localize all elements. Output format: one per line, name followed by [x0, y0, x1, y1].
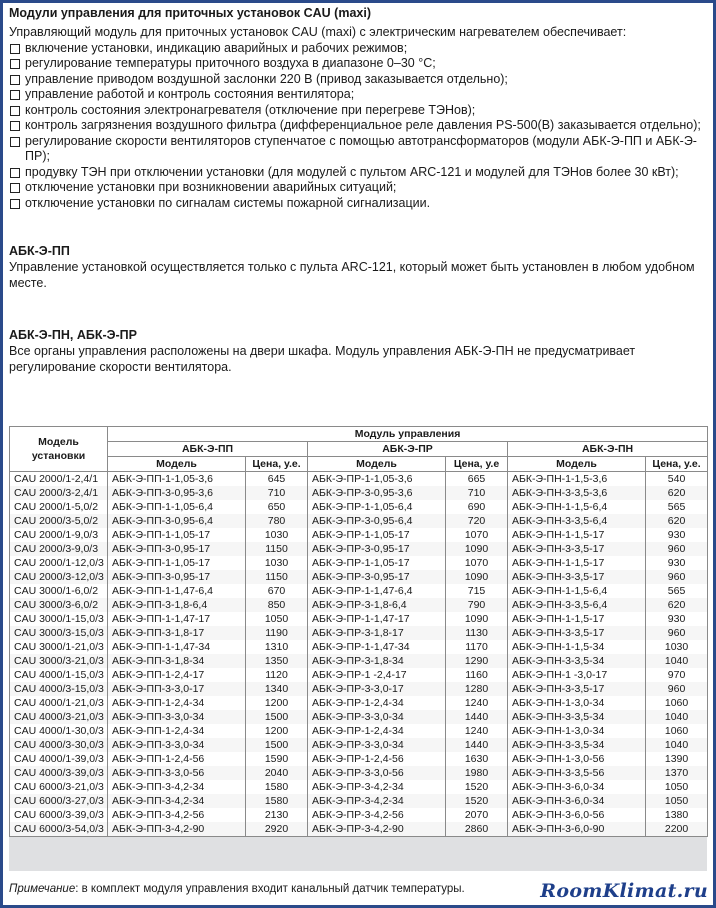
- cell-unit-model: CAU 3000/1-6,0/2: [10, 584, 108, 598]
- cell-pn-model: АБК-Э-ПН-3-6,0-34: [508, 794, 646, 808]
- cell-pp-price: 1190: [246, 626, 308, 640]
- cell-pn-model: АБК-Э-ПН-1-3,0-34: [508, 724, 646, 738]
- cell-unit-model: CAU 4000/1-30,0/3: [10, 724, 108, 738]
- cell-pn-model: АБК-Э-ПН-3-6,0-90: [508, 822, 646, 837]
- cell-pr-model: АБК-Э-ПР-1-1,05-17: [308, 556, 446, 570]
- cell-pn-price: 1370: [646, 766, 708, 780]
- cell-unit-model: CAU 2000/1-12,0/3: [10, 556, 108, 570]
- cell-pp-price: 1580: [246, 780, 308, 794]
- cell-pn-price: 1030: [646, 640, 708, 654]
- cell-pn-price: 1050: [646, 794, 708, 808]
- cell-pp-price: 2040: [246, 766, 308, 780]
- price-table: [9, 426, 708, 837]
- cell-pn-model: АБК-Э-ПН-3-3,5-17: [508, 626, 646, 640]
- cell-pp-price: 650: [246, 500, 308, 514]
- cell-pr-price: 665: [446, 472, 508, 487]
- cell-pn-price: 960: [646, 626, 708, 640]
- cell-pn-model: АБК-Э-ПН-3-3,5-34: [508, 654, 646, 668]
- table-row: [10, 780, 708, 794]
- table-row: [10, 738, 708, 752]
- table-row: [10, 570, 708, 584]
- cell-unit-model: CAU 4000/1-21,0/3: [10, 696, 108, 710]
- cell-pn-model: АБК-Э-ПН-3-3,5-17: [508, 682, 646, 696]
- cell-pn-price: 620: [646, 486, 708, 500]
- cell-pp-price: 1030: [246, 556, 308, 570]
- cell-pr-price: 1520: [446, 780, 508, 794]
- group-header-pr: АБК-Э-ПР: [308, 442, 508, 457]
- cell-pr-price: 1290: [446, 654, 508, 668]
- feature-text: управление работой и контроль состояния вентилятора;: [25, 87, 355, 101]
- feature-text: продувку ТЭН при отключении установки (для модулей с пультом ARC-121 и модулей для ТЭНов более 30 кВт);: [25, 164, 679, 179]
- cell-pn-model: АБК-Э-ПН-3-3,5-6,4: [508, 598, 646, 612]
- checkbox-icon: [10, 121, 20, 131]
- table-row: [10, 598, 708, 612]
- cell-pr-price: 720: [446, 514, 508, 528]
- intro-text: Управляющий модуль для приточных установок CAU (maxi) с электрическим нагревателем обеспечивает:: [9, 25, 627, 39]
- table-row: [10, 472, 708, 487]
- cell-pp-model: АБК-Э-ПП-1-2,4-34: [108, 696, 246, 710]
- site-logo: RoomKlimat.ru: [540, 880, 708, 902]
- cell-pn-model: АБК-Э-ПН-3-3,5-34: [508, 738, 646, 752]
- cell-pp-price: 710: [246, 486, 308, 500]
- feature-item: [9, 134, 707, 165]
- cell-pp-model: АБК-Э-ПП-3-4,2-34: [108, 794, 246, 808]
- table-row: [10, 500, 708, 514]
- feature-item: [9, 56, 707, 72]
- cell-pn-price: 2200: [646, 822, 708, 837]
- cell-pr-model: АБК-Э-ПР-3-1,8-6,4: [308, 598, 446, 612]
- cell-pn-price: 620: [646, 598, 708, 612]
- cell-pn-model: АБК-Э-ПН-3-3,5-6,4: [508, 514, 646, 528]
- cell-pn-model: АБК-Э-ПН-1-3,0-34: [508, 696, 646, 710]
- cell-pp-price: 2130: [246, 808, 308, 822]
- cell-pr-price: 1980: [446, 766, 508, 780]
- table-row: [10, 808, 708, 822]
- cell-pr-model: АБК-Э-ПР-3-4,2-90: [308, 822, 446, 837]
- cell-pp-model: АБК-Э-ПП-1-2,4-56: [108, 752, 246, 766]
- cell-pr-model: АБК-Э-ПР-3-3,0-34: [308, 738, 446, 752]
- cell-unit-model: CAU 3000/1-15,0/3: [10, 612, 108, 626]
- cell-pn-model: АБК-Э-ПН-1-1,5-3,6: [508, 472, 646, 487]
- cell-unit-model: CAU 4000/3-21,0/3: [10, 710, 108, 724]
- cell-pp-price: 1590: [246, 752, 308, 766]
- cell-pr-price: 1240: [446, 696, 508, 710]
- cell-unit-model: CAU 3000/1-21,0/3: [10, 640, 108, 654]
- checkbox-icon: [10, 59, 20, 69]
- cell-pn-price: 1060: [646, 696, 708, 710]
- cell-pp-model: АБК-Э-ПП-1-1,05-17: [108, 556, 246, 570]
- cell-pp-price: 1500: [246, 738, 308, 752]
- cell-pr-model: АБК-Э-ПР-1-1,47-17: [308, 612, 446, 626]
- section-pp-title: АБК-Э-ПП: [9, 244, 70, 258]
- checkbox-icon: [10, 199, 20, 209]
- cell-pr-price: 1170: [446, 640, 508, 654]
- cell-pr-model: АБК-Э-ПР-1-2,4-34: [308, 696, 446, 710]
- cell-pn-model: АБК-Э-ПН-1-1,5-17: [508, 612, 646, 626]
- section-pn: [9, 328, 707, 375]
- feature-text: отключение установки при возникновении аварийных ситуаций;: [25, 180, 397, 194]
- cell-pp-price: 780: [246, 514, 308, 528]
- cell-pr-price: 690: [446, 500, 508, 514]
- cell-pp-model: АБК-Э-ПП-3-4,2-34: [108, 780, 246, 794]
- feature-text: регулирование скорости вентиляторов ступенчатое с помощью автотрансформаторов (модули АБК-Э-ПП и АБК-Э-ПР);: [25, 133, 697, 163]
- feature-text: контроль состояния электронагревателя (отключение при перегреве ТЭНов);: [25, 102, 476, 117]
- cell-pp-price: 1200: [246, 724, 308, 738]
- feature-text: регулирование температуры приточного воздуха в диапазоне 0–30 °С;: [25, 56, 436, 70]
- col-header-unit-model: Модель установки: [10, 427, 108, 472]
- cell-unit-model: CAU 6000/3-21,0/3: [10, 780, 108, 794]
- cell-unit-model: CAU 2000/3-9,0/3: [10, 542, 108, 556]
- cell-pp-model: АБК-Э-ПП-3-1,8-17: [108, 626, 246, 640]
- group-header-pn: АБК-Э-ПН: [508, 442, 708, 457]
- cell-pp-price: 1150: [246, 542, 308, 556]
- cell-pp-model: АБК-Э-ПП-3-0,95-6,4: [108, 514, 246, 528]
- cell-pp-price: 1200: [246, 696, 308, 710]
- checkbox-icon: [10, 137, 20, 147]
- feature-text: контроль загрязнения воздушного фильтра (дифференциальное реле давления PS-500(В) заказывается отдельно);: [25, 118, 701, 132]
- feature-item: [9, 165, 707, 181]
- col-header-module: Модуль управления: [108, 427, 708, 442]
- cell-pr-price: 1440: [446, 738, 508, 752]
- section-pp: [9, 244, 707, 291]
- cell-pp-price: 1310: [246, 640, 308, 654]
- cell-pn-price: 1040: [646, 654, 708, 668]
- cell-pn-price: 1060: [646, 724, 708, 738]
- cell-pp-model: АБК-Э-ПП-3-3,0-34: [108, 710, 246, 724]
- cell-pn-price: 930: [646, 556, 708, 570]
- cell-pr-price: 1070: [446, 528, 508, 542]
- cell-pn-model: АБК-Э-ПН-3-3,5-56: [508, 766, 646, 780]
- table-row: [10, 514, 708, 528]
- subheader-model-pp: Модель: [108, 457, 246, 472]
- cell-pn-model: АБК-Э-ПН-3-3,5-17: [508, 542, 646, 556]
- cell-pp-model: АБК-Э-ПП-1-1,47-17: [108, 612, 246, 626]
- cell-unit-model: CAU 4000/1-39,0/3: [10, 752, 108, 766]
- subheader-price-pn: Цена, у.е.: [646, 457, 708, 472]
- cell-pn-model: АБК-Э-ПН-1-3,0-56: [508, 752, 646, 766]
- cell-pr-price: 715: [446, 584, 508, 598]
- table-row: [10, 794, 708, 808]
- cell-pn-model: АБК-Э-ПН-1-1,5-17: [508, 528, 646, 542]
- cell-pp-price: 1580: [246, 794, 308, 808]
- table-row: [10, 528, 708, 542]
- cell-pn-model: АБК-Э-ПН-3-3,5-34: [508, 710, 646, 724]
- checkbox-icon: [10, 106, 20, 116]
- cell-pn-model: АБК-Э-ПН-3-6,0-34: [508, 780, 646, 794]
- cell-pr-price: 1070: [446, 556, 508, 570]
- cell-pr-model: АБК-Э-ПР-1-1,05-6,4: [308, 500, 446, 514]
- subheader-model-pn: Модель: [508, 457, 646, 472]
- cell-pp-price: 645: [246, 472, 308, 487]
- page-title: Модули управления для приточных установок CAU (maxi): [9, 6, 371, 20]
- table-row: [10, 612, 708, 626]
- cell-pn-price: 930: [646, 528, 708, 542]
- feature-item: [9, 196, 707, 212]
- cell-pn-price: 970: [646, 668, 708, 682]
- subheader-price-pp: Цена, у.е.: [246, 457, 308, 472]
- feature-text: отключение установки по сигналам системы пожарной сигнализации.: [25, 195, 431, 210]
- group-header-pp: АБК-Э-ПП: [108, 442, 308, 457]
- feature-text: управление приводом воздушной заслонки 220 В (привод заказывается отдельно);: [25, 71, 508, 86]
- cell-pn-price: 930: [646, 612, 708, 626]
- cell-pr-price: 1160: [446, 668, 508, 682]
- checkbox-icon: [10, 44, 20, 54]
- cell-pr-price: 1440: [446, 710, 508, 724]
- feature-text: включение установки, индикацию аварийных и рабочих режимов;: [25, 40, 408, 55]
- cell-pp-price: 1030: [246, 528, 308, 542]
- cell-pn-price: 960: [646, 570, 708, 584]
- footnote-text: : в комплект модуля управления входит канальный датчик температуры.: [75, 883, 465, 895]
- table-row: [10, 640, 708, 654]
- cell-unit-model: CAU 4000/3-15,0/3: [10, 682, 108, 696]
- cell-pr-model: АБК-Э-ПР-3-1,8-34: [308, 654, 446, 668]
- cell-pn-model: АБК-Э-ПН-1-1,5-6,4: [508, 500, 646, 514]
- cell-pr-price: 1280: [446, 682, 508, 696]
- cell-pr-model: АБК-Э-ПР-1-1,47-6,4: [308, 584, 446, 598]
- subheader-model-pr: Модель: [308, 457, 446, 472]
- cell-unit-model: CAU 4000/3-39,0/3: [10, 766, 108, 780]
- cell-pp-model: АБК-Э-ПП-3-4,2-56: [108, 808, 246, 822]
- cell-pr-price: 1090: [446, 570, 508, 584]
- cell-pn-price: 1040: [646, 710, 708, 724]
- cell-unit-model: CAU 3000/3-21,0/3: [10, 654, 108, 668]
- cell-pn-price: 540: [646, 472, 708, 487]
- cell-pp-price: 1120: [246, 668, 308, 682]
- cell-pr-model: АБК-Э-ПР-1-2,4-56: [308, 752, 446, 766]
- table-row: [10, 710, 708, 724]
- cell-pp-price: 1350: [246, 654, 308, 668]
- table-row: [10, 654, 708, 668]
- cell-pp-model: АБК-Э-ПП-3-0,95-17: [108, 542, 246, 556]
- cell-pp-model: АБК-Э-ПП-3-3,0-56: [108, 766, 246, 780]
- cell-pn-model: АБК-Э-ПН-1-1,5-6,4: [508, 584, 646, 598]
- table-row: [10, 486, 708, 500]
- cell-unit-model: CAU 2000/1-5,0/2: [10, 500, 108, 514]
- footnote: [9, 883, 465, 895]
- table-row: [10, 668, 708, 682]
- feature-item: [9, 41, 707, 57]
- cell-pp-price: 670: [246, 584, 308, 598]
- checkbox-icon: [10, 90, 20, 100]
- cell-unit-model: CAU 6000/3-39,0/3: [10, 808, 108, 822]
- cell-pr-model: АБК-Э-ПР-3-0,95-6,4: [308, 514, 446, 528]
- cell-pn-model: АБК-Э-ПН-1 -3,0-17: [508, 668, 646, 682]
- cell-pp-model: АБК-Э-ПП-1-1,47-34: [108, 640, 246, 654]
- feature-item: [9, 87, 707, 103]
- cell-unit-model: CAU 2000/3-5,0/2: [10, 514, 108, 528]
- cell-pn-price: 1040: [646, 738, 708, 752]
- cell-pr-model: АБК-Э-ПР-3-0,95-17: [308, 570, 446, 584]
- cell-pp-model: АБК-Э-ПП-3-4,2-90: [108, 822, 246, 837]
- cell-pr-model: АБК-Э-ПР-3-3,0-34: [308, 710, 446, 724]
- cell-pn-price: 1390: [646, 752, 708, 766]
- cell-pp-model: АБК-Э-ПП-1-1,05-17: [108, 528, 246, 542]
- cell-unit-model: CAU 4000/1-15,0/3: [10, 668, 108, 682]
- cell-pn-model: АБК-Э-ПН-3-3,5-17: [508, 570, 646, 584]
- cell-unit-model: CAU 2000/1-9,0/3: [10, 528, 108, 542]
- cell-pp-model: АБК-Э-ПП-1-1,05-6,4: [108, 500, 246, 514]
- cell-pp-price: 2920: [246, 822, 308, 837]
- cell-pr-price: 790: [446, 598, 508, 612]
- cell-pr-price: 1520: [446, 794, 508, 808]
- table-row: [10, 542, 708, 556]
- checkbox-icon: [10, 168, 20, 178]
- cell-pr-model: АБК-Э-ПР-1-1,47-34: [308, 640, 446, 654]
- table-row: [10, 752, 708, 766]
- cell-unit-model: CAU 6000/3-54,0/3: [10, 822, 108, 837]
- price-table-body: [10, 472, 708, 837]
- feature-item: [9, 118, 707, 134]
- table-row: [10, 696, 708, 710]
- cell-pr-price: 1240: [446, 724, 508, 738]
- cell-pr-model: АБК-Э-ПР-3-0,95-3,6: [308, 486, 446, 500]
- cell-unit-model: CAU 2000/3-12,0/3: [10, 570, 108, 584]
- cell-pp-model: АБК-Э-ПП-1-1,05-3,6: [108, 472, 246, 487]
- cell-pr-model: АБК-Э-ПР-3-1,8-17: [308, 626, 446, 640]
- cell-unit-model: CAU 6000/3-27,0/3: [10, 794, 108, 808]
- cell-pp-model: АБК-Э-ПП-3-0,95-3,6: [108, 486, 246, 500]
- table-row: [10, 626, 708, 640]
- feature-item: [9, 180, 707, 196]
- cell-pp-model: АБК-Э-ПП-3-1,8-34: [108, 654, 246, 668]
- section-pp-text: Управление установкой осуществляется только с пульта ARC-121, который может быть установлен в любом удобном месте.: [9, 260, 695, 290]
- table-row: [10, 822, 708, 837]
- cell-pr-price: 1630: [446, 752, 508, 766]
- cell-pn-model: АБК-Э-ПН-1-1,5-34: [508, 640, 646, 654]
- cell-unit-model: CAU 2000/1-2,4/1: [10, 472, 108, 487]
- cell-pp-model: АБК-Э-ПП-1-1,47-6,4: [108, 584, 246, 598]
- cell-pn-price: 565: [646, 584, 708, 598]
- cell-pr-model: АБК-Э-ПР-3-4,2-34: [308, 780, 446, 794]
- cell-pn-model: АБК-Э-ПН-3-6,0-56: [508, 808, 646, 822]
- cell-pp-price: 850: [246, 598, 308, 612]
- cell-pp-model: АБК-Э-ПП-3-3,0-34: [108, 738, 246, 752]
- footnote-label: Примечание: [9, 883, 76, 895]
- cell-pr-price: 710: [446, 486, 508, 500]
- cell-pr-model: АБК-Э-ПР-1-2,4-34: [308, 724, 446, 738]
- section-pn-title: АБК-Э-ПН, АБК-Э-ПР: [9, 328, 137, 342]
- cell-pp-price: 1500: [246, 710, 308, 724]
- cell-pp-model: АБК-Э-ПП-1-2,4-34: [108, 724, 246, 738]
- cell-pp-price: 1340: [246, 682, 308, 696]
- cell-unit-model: CAU 2000/3-2,4/1: [10, 486, 108, 500]
- cell-pn-price: 1380: [646, 808, 708, 822]
- feature-list: [9, 41, 707, 212]
- section-pn-text: Все органы управления расположены на двери шкафа. Модуль управления АБК-Э-ПН не предусматривает регулирование скорости вентилятора.: [9, 344, 636, 374]
- table-row: [10, 584, 708, 598]
- document-body: [9, 6, 707, 374]
- cell-pn-price: 960: [646, 682, 708, 696]
- cell-pr-model: АБК-Э-ПР-3-0,95-17: [308, 542, 446, 556]
- cell-pp-price: 1150: [246, 570, 308, 584]
- cell-pn-model: АБК-Э-ПН-3-3,5-3,6: [508, 486, 646, 500]
- cell-unit-model: CAU 4000/3-30,0/3: [10, 738, 108, 752]
- cell-pr-price: 1090: [446, 542, 508, 556]
- checkbox-icon: [10, 183, 20, 193]
- cell-pr-model: АБК-Э-ПР-3-4,2-34: [308, 794, 446, 808]
- table-row: [10, 766, 708, 780]
- cell-pp-model: АБК-Э-ПП-1-2,4-17: [108, 668, 246, 682]
- cell-pr-model: АБК-Э-ПР-3-3,0-56: [308, 766, 446, 780]
- cell-pn-price: 1050: [646, 780, 708, 794]
- cell-pr-price: 1090: [446, 612, 508, 626]
- subheader-price-pr: Цена, у.е: [446, 457, 508, 472]
- feature-item: [9, 103, 707, 119]
- cell-pn-price: 565: [646, 500, 708, 514]
- cell-pp-model: АБК-Э-ПП-3-0,95-17: [108, 570, 246, 584]
- cell-pr-price: 1130: [446, 626, 508, 640]
- cell-pr-model: АБК-Э-ПР-1-1,05-3,6: [308, 472, 446, 487]
- cell-pr-model: АБК-Э-ПР-3-3,0-17: [308, 682, 446, 696]
- table-row: [10, 682, 708, 696]
- cell-pr-model: АБК-Э-ПР-1-1,05-17: [308, 528, 446, 542]
- cell-unit-model: CAU 3000/3-6,0/2: [10, 598, 108, 612]
- cell-pr-price: 2070: [446, 808, 508, 822]
- cell-pn-price: 620: [646, 514, 708, 528]
- cell-pp-model: АБК-Э-ПП-3-1,8-6,4: [108, 598, 246, 612]
- table-row: [10, 556, 708, 570]
- price-table-panel: [9, 426, 707, 871]
- feature-item: [9, 72, 707, 88]
- cell-pp-price: 1050: [246, 612, 308, 626]
- cell-pr-model: АБК-Э-ПР-1 -2,4-17: [308, 668, 446, 682]
- cell-pr-price: 2860: [446, 822, 508, 837]
- cell-pn-model: АБК-Э-ПН-1-1,5-17: [508, 556, 646, 570]
- cell-unit-model: CAU 3000/3-15,0/3: [10, 626, 108, 640]
- table-row: [10, 724, 708, 738]
- cell-pr-model: АБК-Э-ПР-3-4,2-56: [308, 808, 446, 822]
- cell-pp-model: АБК-Э-ПП-3-3,0-17: [108, 682, 246, 696]
- cell-pn-price: 960: [646, 542, 708, 556]
- checkbox-icon: [10, 75, 20, 85]
